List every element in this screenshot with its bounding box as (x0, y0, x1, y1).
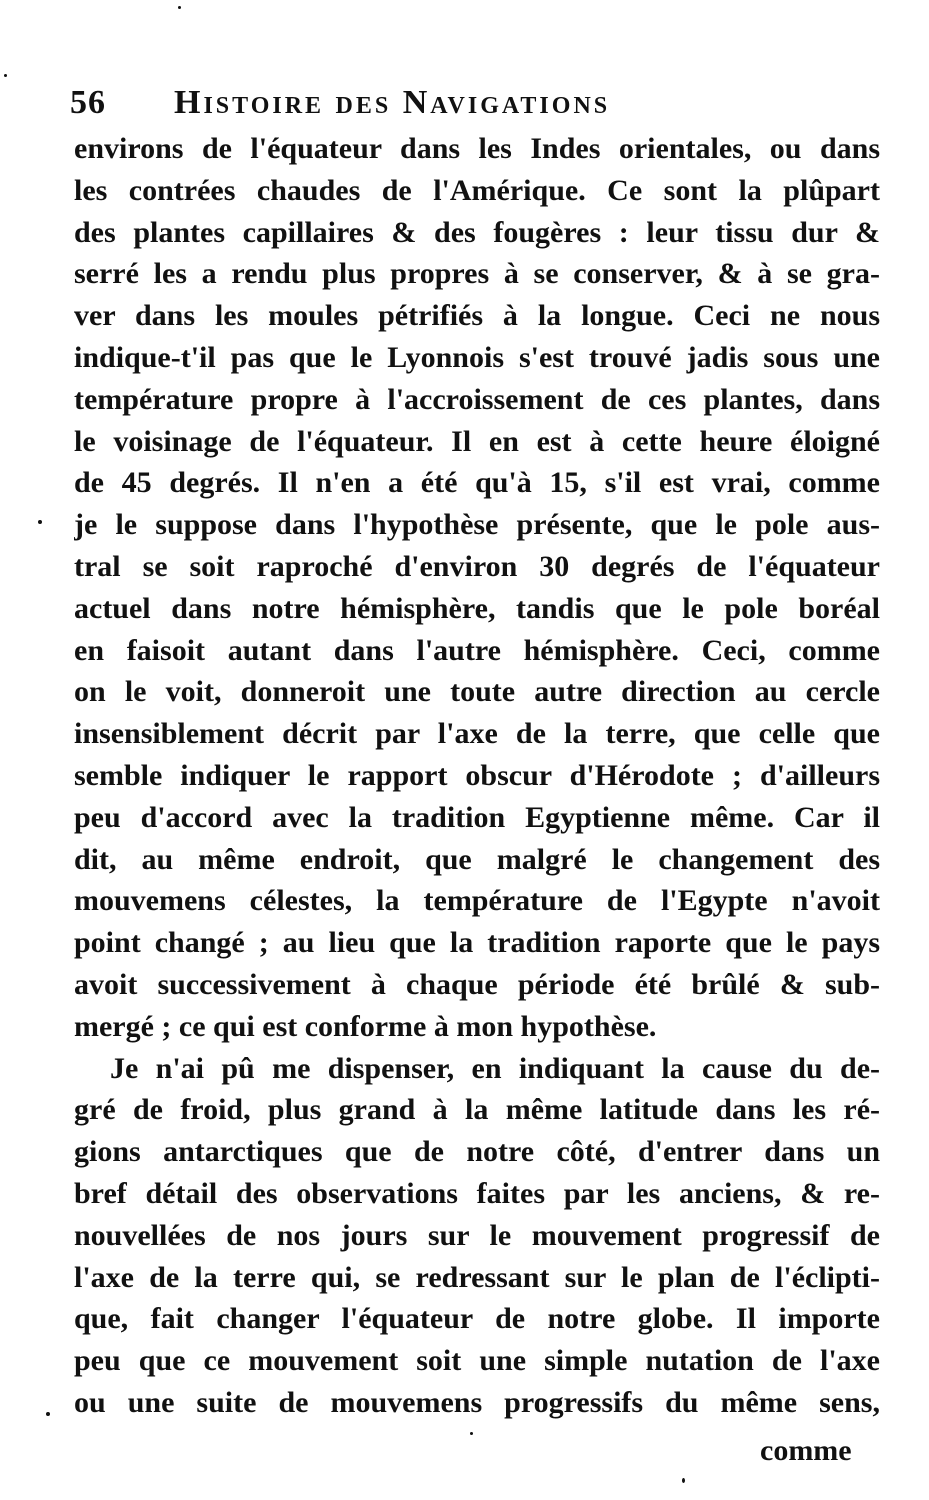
text-line: insensiblement décrit par l'axe de la terre, que celle que (74, 717, 880, 751)
text-line: serré les a rendu plus propres à se conserver, & à se gra- (74, 257, 880, 291)
print-speck (46, 1412, 50, 1416)
paragraph-start-line: Je n'ai pû me dispenser, en indiquant la cause du de- (110, 1051, 880, 1085)
print-speck (38, 520, 42, 524)
text-line: les contrées chaudes de l'Amérique. Ce sont la plûpart (74, 173, 880, 207)
page-number: 56 (70, 84, 106, 121)
text-line: peu d'accord avec la tradition Egyptienne même. Car il (74, 800, 880, 834)
running-title: Histoire des Navigations (174, 84, 611, 121)
text-line: que, fait changer l'équateur de notre globe. Il importe (74, 1302, 880, 1336)
text-line: semble indiquer le rapport obscur d'Hérodote ; d'ailleurs (74, 758, 880, 792)
text-line: peu que ce mouvement soit une simple nutation de l'axe (74, 1344, 880, 1378)
text-line: tral se soit raproché d'environ 30 degrés de l'équateur (74, 549, 880, 583)
catchword: comme (760, 1434, 852, 1467)
text-line: des plantes capillaires & des fougères : leur tissu dur & (74, 215, 880, 249)
text-line: gions antarctiques que de notre côté, d'entrer dans un (74, 1135, 880, 1169)
text-line: je le suppose dans l'hypothèse présente, que le pole aus- (74, 508, 880, 542)
text-line: on le voit, donneroit une toute autre direction au cercle (74, 675, 880, 709)
text-line: gré de froid, plus grand à la même latitude dans les ré- (74, 1093, 880, 1127)
text-line: avoit successivement à chaque période été brûlé & sub- (74, 967, 880, 1001)
text-line: de 45 degrés. Il n'en a été qu'à 15, s'il est vrai, comme (74, 466, 880, 500)
text-line: dit, au même endroit, que malgré le changement des (74, 842, 880, 876)
text-line: ou une suite de mouvemens progressifs du même sens, (74, 1385, 880, 1419)
text-line: mouvemens célestes, la température de l'Egypte n'avoit (74, 884, 880, 918)
text-line: ver dans les moules pétrifiés à la longue. Ceci ne nous (74, 299, 880, 333)
text-line: l'axe de la terre qui, se redressant sur le plan de l'éclipti- (74, 1260, 880, 1294)
body-text (74, 128, 880, 1424)
print-speck (470, 1432, 473, 1435)
text-line: température propre à l'accroissement de ces plantes, dans (74, 382, 880, 416)
text-line: nouvellées de nos jours sur le mouvement progressif de (74, 1218, 880, 1252)
text-line: le voisinage de l'équateur. Il en est à cette heure éloigné (74, 424, 880, 458)
print-speck (4, 74, 7, 77)
text-line: actuel dans notre hémisphère, tandis que le pole boréal (74, 591, 880, 625)
print-speck (178, 6, 181, 9)
text-line: point changé ; au lieu que la tradition raporte que le pays (74, 926, 880, 960)
text-line: bref détail des observations faites par les anciens, & re- (74, 1176, 880, 1210)
text-line: environs de l'équateur dans les Indes orientales, ou dans (74, 132, 880, 165)
print-speck (682, 1478, 685, 1483)
text-line: mergé ; ce qui est conforme à mon hypothèse. (74, 1009, 657, 1043)
text-line: en faisoit autant dans l'autre hémisphère. Ceci, comme (74, 633, 880, 667)
text-line: indique-t'il pas que le Lyonnois s'est trouvé jadis sous une (74, 340, 880, 374)
running-header (70, 78, 880, 128)
